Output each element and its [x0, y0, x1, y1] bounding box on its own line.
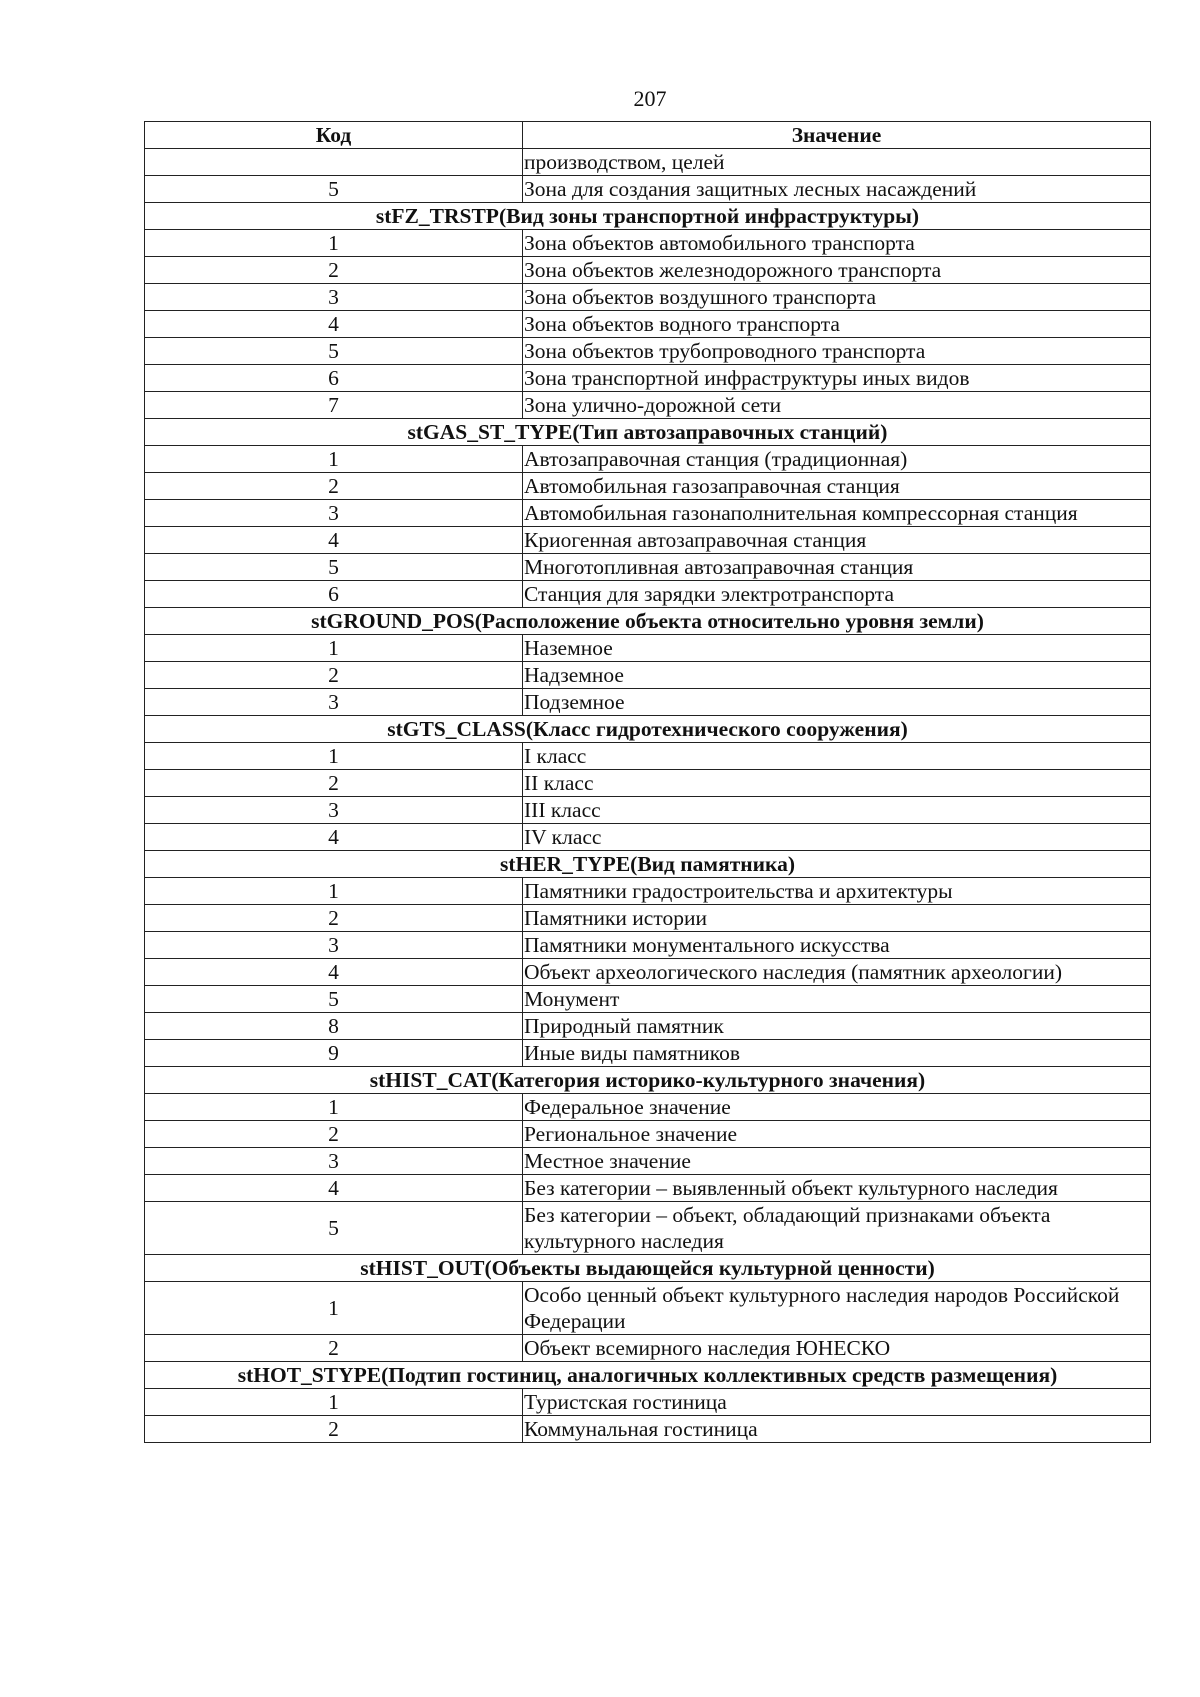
table-row	[145, 1389, 1151, 1416]
value-cell: Местное значение	[523, 1148, 1151, 1175]
code-cell: 3	[145, 932, 523, 959]
table-row	[145, 392, 1151, 419]
value-cell: Зона для создания защитных лесных насаждений	[523, 176, 1151, 203]
table-row	[145, 986, 1151, 1013]
table-body	[145, 149, 1151, 1443]
code-cell: 1	[145, 230, 523, 257]
table-row	[145, 365, 1151, 392]
table-row	[145, 878, 1151, 905]
table-row	[145, 1040, 1151, 1067]
code-cell: 2	[145, 905, 523, 932]
code-cell: 2	[145, 257, 523, 284]
code-cell: 9	[145, 1040, 523, 1067]
page-number: 207	[633, 86, 667, 111]
section-row	[145, 203, 1151, 230]
section-title: stHOT_STYPE(Подтип гостиниц, аналогичных коллективных средств размещения)	[145, 1362, 1151, 1389]
section-title: stGROUND_POS(Расположение объекта относительно уровня земли)	[145, 608, 1151, 635]
table-row	[145, 1202, 1151, 1255]
code-cell: 2	[145, 1121, 523, 1148]
section-row	[145, 1255, 1151, 1282]
table-row	[145, 500, 1151, 527]
code-cell: 8	[145, 1013, 523, 1040]
value-cell: Зона объектов трубопроводного транспорта	[523, 338, 1151, 365]
value-cell: Зона объектов воздушного транспорта	[523, 284, 1151, 311]
value-cell: Монумент	[523, 986, 1151, 1013]
section-row	[145, 1067, 1151, 1094]
value-cell: Региональное значение	[523, 1121, 1151, 1148]
value-cell: IV класс	[523, 824, 1151, 851]
code-cell: 4	[145, 1175, 523, 1202]
value-cell: Надземное	[523, 662, 1151, 689]
table-row	[145, 1282, 1151, 1335]
code-cell: 5	[145, 1202, 523, 1255]
code-cell	[145, 149, 523, 176]
table-row	[145, 1416, 1151, 1443]
section-title: stHIST_OUT(Объекты выдающейся культурной ценности)	[145, 1255, 1151, 1282]
value-cell: Объект археологического наследия (памятник археологии)	[523, 959, 1151, 986]
table-row	[145, 284, 1151, 311]
value-cell: Коммунальная гостиница	[523, 1416, 1151, 1443]
table-row	[145, 1121, 1151, 1148]
value-cell: Особо ценный объект культурного наследия народов Российской Федерации	[523, 1282, 1151, 1335]
table-row	[145, 446, 1151, 473]
table-row	[145, 554, 1151, 581]
code-cell: 5	[145, 554, 523, 581]
code-cell: 1	[145, 635, 523, 662]
section-title: stFZ_TRSTP(Вид зоны транспортной инфраструктуры)	[145, 203, 1151, 230]
table-row	[145, 797, 1151, 824]
value-cell: I класс	[523, 743, 1151, 770]
section-title: stGTS_CLASS(Класс гидротехнического сооружения)	[145, 716, 1151, 743]
code-cell: 3	[145, 689, 523, 716]
table-row	[145, 257, 1151, 284]
value-cell: Зона транспортной инфраструктуры иных видов	[523, 365, 1151, 392]
value-cell: Криогенная автозаправочная станция	[523, 527, 1151, 554]
code-cell: 1	[145, 1389, 523, 1416]
section-row	[145, 419, 1151, 446]
table-row	[145, 824, 1151, 851]
code-cell: 1	[145, 1282, 523, 1335]
code-cell: 1	[145, 1094, 523, 1121]
code-cell: 4	[145, 527, 523, 554]
table-row	[145, 770, 1151, 797]
code-cell: 3	[145, 500, 523, 527]
table-row	[145, 905, 1151, 932]
table-row	[145, 176, 1151, 203]
value-cell: Без категории – выявленный объект культурного наследия	[523, 1175, 1151, 1202]
table-row	[145, 1094, 1151, 1121]
value-cell: Памятники градостроительства и архитектуры	[523, 878, 1151, 905]
code-cell: 1	[145, 878, 523, 905]
value-cell: Объект всемирного наследия ЮНЕСКО	[523, 1335, 1151, 1362]
value-cell: Зона объектов автомобильного транспорта	[523, 230, 1151, 257]
table-row	[145, 338, 1151, 365]
column-header-value: Значение	[523, 122, 1151, 149]
code-cell: 5	[145, 338, 523, 365]
section-title: stHER_TYPE(Вид памятника)	[145, 851, 1151, 878]
value-cell: Станция для зарядки электротранспорта	[523, 581, 1151, 608]
value-cell: Многотопливная автозаправочная станция	[523, 554, 1151, 581]
value-cell: Федеральное значение	[523, 1094, 1151, 1121]
value-cell: Памятники монументального искусства	[523, 932, 1151, 959]
code-value-table	[144, 121, 1151, 1443]
code-cell: 3	[145, 284, 523, 311]
value-cell: производством, целей	[523, 149, 1151, 176]
value-cell: Природный памятник	[523, 1013, 1151, 1040]
table-row	[145, 689, 1151, 716]
table-row	[145, 581, 1151, 608]
value-cell: Автомобильная газозаправочная станция	[523, 473, 1151, 500]
table-row	[145, 662, 1151, 689]
value-cell: Зона улично-дорожной сети	[523, 392, 1151, 419]
table-header-row	[145, 122, 1151, 149]
table-row	[145, 473, 1151, 500]
value-cell: Подземное	[523, 689, 1151, 716]
section-row	[145, 851, 1151, 878]
value-cell: Памятники истории	[523, 905, 1151, 932]
table-row	[145, 527, 1151, 554]
code-cell: 2	[145, 1335, 523, 1362]
section-row	[145, 608, 1151, 635]
table-row	[145, 1335, 1151, 1362]
section-title: stHIST_CAT(Категория историко-культурного значения)	[145, 1067, 1151, 1094]
table-row	[145, 1013, 1151, 1040]
code-cell: 4	[145, 824, 523, 851]
code-cell: 1	[145, 743, 523, 770]
table-row	[145, 959, 1151, 986]
code-cell: 4	[145, 311, 523, 338]
code-cell: 7	[145, 392, 523, 419]
table-row	[145, 743, 1151, 770]
column-header-code: Код	[145, 122, 523, 149]
table-row	[145, 932, 1151, 959]
code-cell: 6	[145, 365, 523, 392]
code-cell: 2	[145, 473, 523, 500]
code-cell: 5	[145, 176, 523, 203]
table-row	[145, 635, 1151, 662]
code-cell: 6	[145, 581, 523, 608]
code-cell: 1	[145, 446, 523, 473]
code-cell: 2	[145, 1416, 523, 1443]
code-cell: 2	[145, 662, 523, 689]
code-cell: 5	[145, 986, 523, 1013]
table-row	[145, 1175, 1151, 1202]
value-cell: Зона объектов водного транспорта	[523, 311, 1151, 338]
section-row	[145, 1362, 1151, 1389]
code-cell: 3	[145, 797, 523, 824]
table-row	[145, 149, 1151, 176]
table-row	[145, 1148, 1151, 1175]
table-row	[145, 311, 1151, 338]
value-cell: Без категории – объект, обладающий признаками объекта культурного наследия	[523, 1202, 1151, 1255]
value-cell: Наземное	[523, 635, 1151, 662]
value-cell: Туристская гостиница	[523, 1389, 1151, 1416]
value-cell: II класс	[523, 770, 1151, 797]
table-row	[145, 230, 1151, 257]
code-cell: 2	[145, 770, 523, 797]
value-cell: III класс	[523, 797, 1151, 824]
section-row	[145, 716, 1151, 743]
code-cell: 3	[145, 1148, 523, 1175]
section-title: stGAS_ST_TYPE(Тип автозаправочных станций)	[145, 419, 1151, 446]
value-cell: Зона объектов железнодорожного транспорта	[523, 257, 1151, 284]
value-cell: Автозаправочная станция (традиционная)	[523, 446, 1151, 473]
value-cell: Иные виды памятников	[523, 1040, 1151, 1067]
value-cell: Автомобильная газонаполнительная компрессорная станция	[523, 500, 1151, 527]
code-cell: 4	[145, 959, 523, 986]
